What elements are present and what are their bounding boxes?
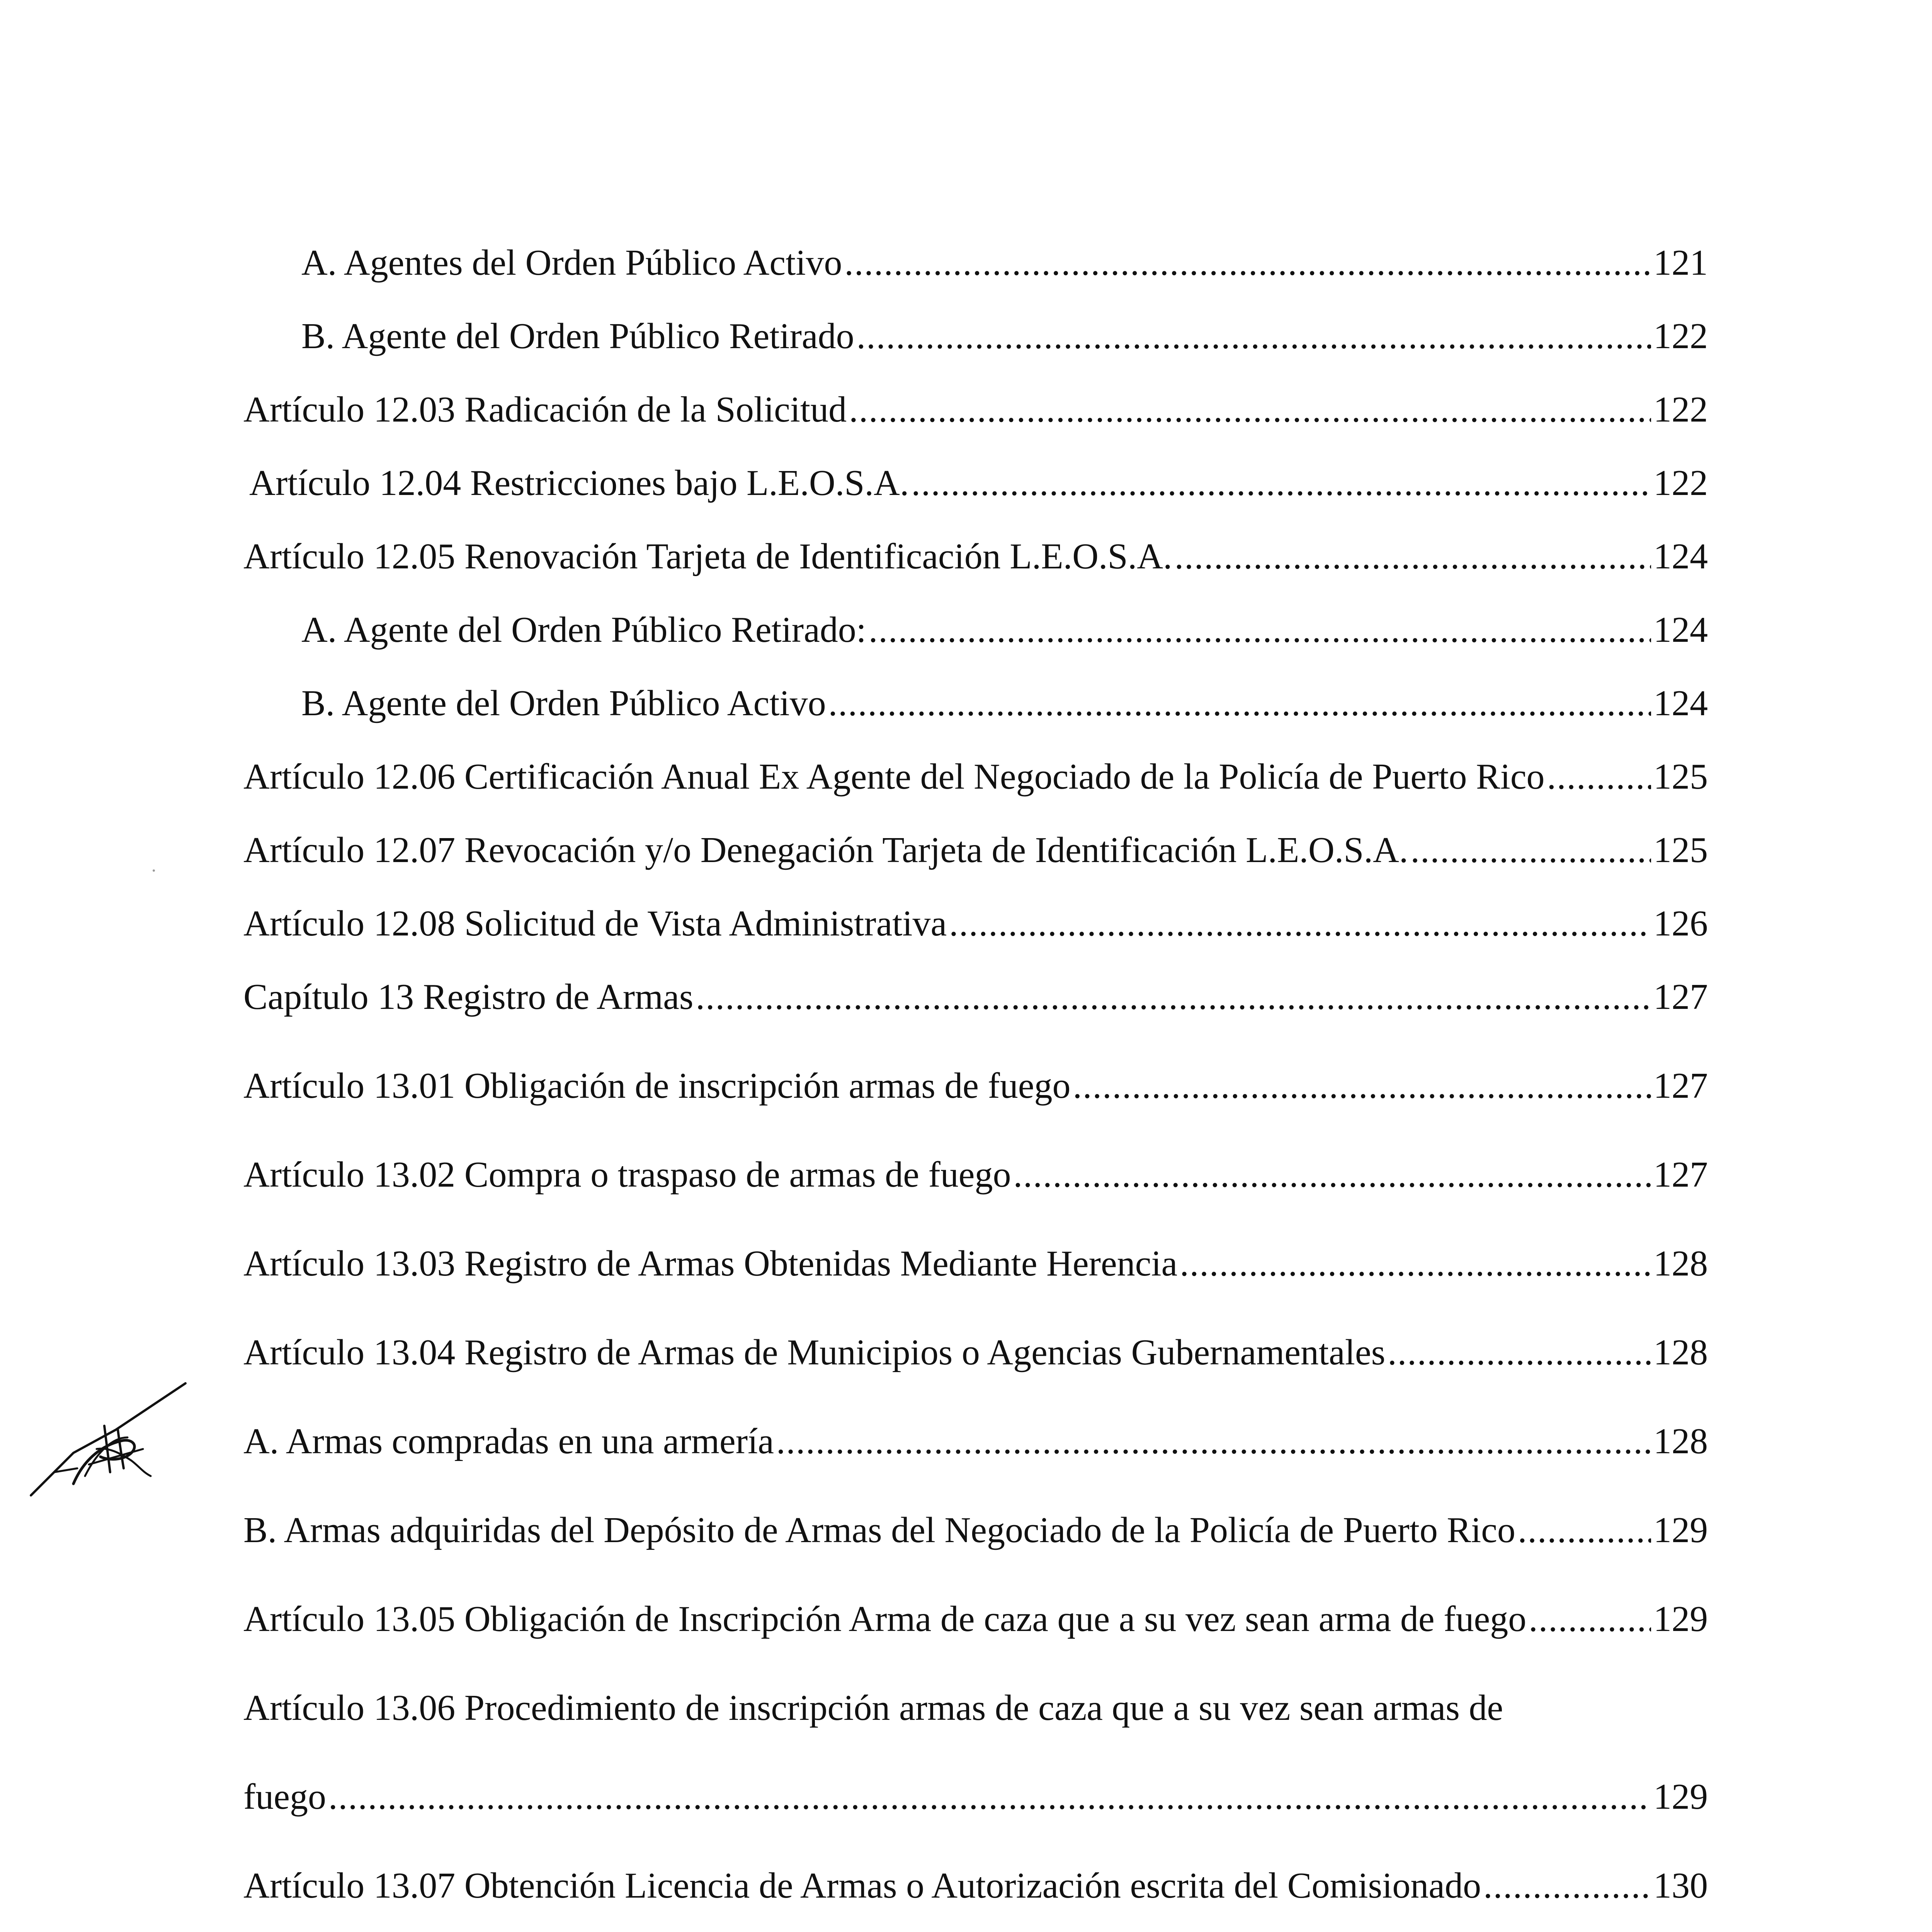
toc-entry-text: B. Agente del Orden Público Retirado	[301, 316, 854, 356]
toc-entry	[301, 680, 1708, 726]
toc-entry-text: Artículo 13.01 Obligación de inscripción armas de fuego	[243, 1066, 1071, 1106]
toc-entry-text: Artículo 12.03 Radicación de la Solicitud	[243, 389, 847, 430]
dot-leader	[328, 1774, 1651, 1820]
toc-entry	[243, 753, 1708, 800]
dot-leader	[1547, 753, 1651, 800]
toc-page-number: 127	[1653, 1066, 1708, 1106]
toc-page-number: 125	[1653, 830, 1708, 870]
toc-entry-line: Artículo 13.06 Procedimiento de inscripción armas de caza que a su vez sean armas de	[243, 1688, 1503, 1728]
toc-entry-text: Artículo 12.07 Revocación y/o Denegación Tarjeta de Identificación L.E.O.S.A.	[243, 830, 1408, 870]
toc-entry-text: A. Armas compradas en una armería	[243, 1421, 774, 1461]
toc-entry	[301, 607, 1708, 653]
toc-entry-text: Artículo 12.04 Restricciones bajo L.E.O.S.A.	[249, 463, 909, 503]
dot-leader	[776, 1418, 1651, 1464]
dot-leader	[1180, 1240, 1651, 1287]
toc-entry	[249, 460, 1708, 506]
toc-entry	[243, 1596, 1708, 1642]
dot-leader	[857, 313, 1651, 359]
dot-leader	[1073, 1063, 1651, 1109]
dot-leader	[1529, 1596, 1651, 1642]
dot-leader	[849, 386, 1651, 433]
toc-page-number: 122	[1653, 316, 1708, 356]
toc-page-number: 128	[1653, 1243, 1708, 1284]
toc-entry-text: fuego	[243, 1777, 327, 1817]
toc-page-number: 129	[1653, 1510, 1708, 1550]
dot-leader	[1014, 1151, 1651, 1198]
dot-leader	[1388, 1329, 1651, 1376]
toc-entry-text: B. Agente del Orden Público Activo	[301, 683, 826, 723]
toc-page-number: 124	[1653, 610, 1708, 650]
toc-entry	[243, 1063, 1708, 1109]
toc-entry	[243, 900, 1708, 947]
toc-page-number: 127	[1653, 1155, 1708, 1195]
toc-entry-text: Capítulo 13 Registro de Armas	[243, 977, 694, 1017]
toc-entry-text: Artículo 13.02 Compra o traspaso de armas de fuego	[243, 1155, 1011, 1195]
toc-entry	[243, 1240, 1708, 1287]
toc-page-number: 129	[1653, 1599, 1708, 1639]
toc-entry	[243, 827, 1708, 873]
toc-entry	[243, 1507, 1708, 1553]
toc-page-number: 129	[1653, 1777, 1708, 1817]
dot-leader	[696, 974, 1651, 1020]
dot-leader	[828, 680, 1651, 726]
toc-entry-text: B. Armas adquiridas del Depósito de Armas del Negociado de la Policía de Puerto Rico	[243, 1510, 1515, 1550]
dot-leader	[1483, 1862, 1651, 1909]
toc-page-number: 126	[1653, 903, 1708, 944]
toc-entry	[243, 386, 1708, 433]
toc-page-number: 122	[1653, 463, 1708, 503]
dot-leader	[1410, 827, 1651, 873]
handwritten-initials-icon	[27, 1379, 189, 1503]
toc-page-number: 128	[1653, 1332, 1708, 1372]
toc-entry-text: Artículo 13.05 Obligación de Inscripción Arma de caza que a su vez sean arma de fuego	[243, 1599, 1527, 1639]
dot-leader	[911, 460, 1651, 506]
dot-leader	[1518, 1507, 1651, 1553]
toc-page-number: 127	[1653, 977, 1708, 1017]
dot-leader	[869, 607, 1651, 653]
toc-page-number: 130	[1653, 1866, 1708, 1906]
toc-entry-text: Artículo 12.06 Certificación Anual Ex Agente del Negociado de la Policía de Puerto Rico	[243, 757, 1545, 797]
toc-entry	[243, 1418, 1708, 1464]
toc-page-number: 122	[1653, 389, 1708, 430]
toc-entry	[243, 974, 1708, 1020]
toc-entry-text: A. Agente del Orden Público Retirado:	[301, 610, 866, 650]
toc-entry-text: Artículo 13.04 Registro de Armas de Municipios o Agencias Gubernamentales	[243, 1332, 1386, 1372]
toc-entry-text: Artículo 13.07 Obtención Licencia de Armas o Autorización escrita del Comisionado	[243, 1866, 1481, 1906]
toc-page-number: 125	[1653, 757, 1708, 797]
toc-page-number: 121	[1653, 243, 1708, 283]
toc-entry	[243, 1774, 1708, 1820]
toc-entry	[301, 313, 1708, 359]
toc-page-number: 128	[1653, 1421, 1708, 1461]
toc-page-number: 124	[1653, 536, 1708, 577]
toc-entry	[243, 1862, 1708, 1909]
toc-entry-text: A. Agentes del Orden Público Activo	[301, 243, 842, 283]
toc-entry	[243, 1151, 1708, 1198]
toc-page-number: 124	[1653, 683, 1708, 723]
toc-entry-text: Artículo 13.03 Registro de Armas Obtenidas Mediante Herencia	[243, 1243, 1178, 1284]
toc-entry	[301, 240, 1708, 286]
dot-leader	[844, 240, 1651, 286]
dot-leader	[949, 900, 1651, 947]
dot-leader	[1175, 533, 1651, 580]
toc-entry-text: Artículo 12.05 Renovación Tarjeta de Identificación L.E.O.S.A.	[243, 536, 1172, 577]
toc-entry	[243, 533, 1708, 580]
toc-entry-text: Artículo 12.08 Solicitud de Vista Administrativa	[243, 903, 947, 944]
scan-speck	[153, 869, 155, 872]
toc-entry	[243, 1329, 1708, 1376]
